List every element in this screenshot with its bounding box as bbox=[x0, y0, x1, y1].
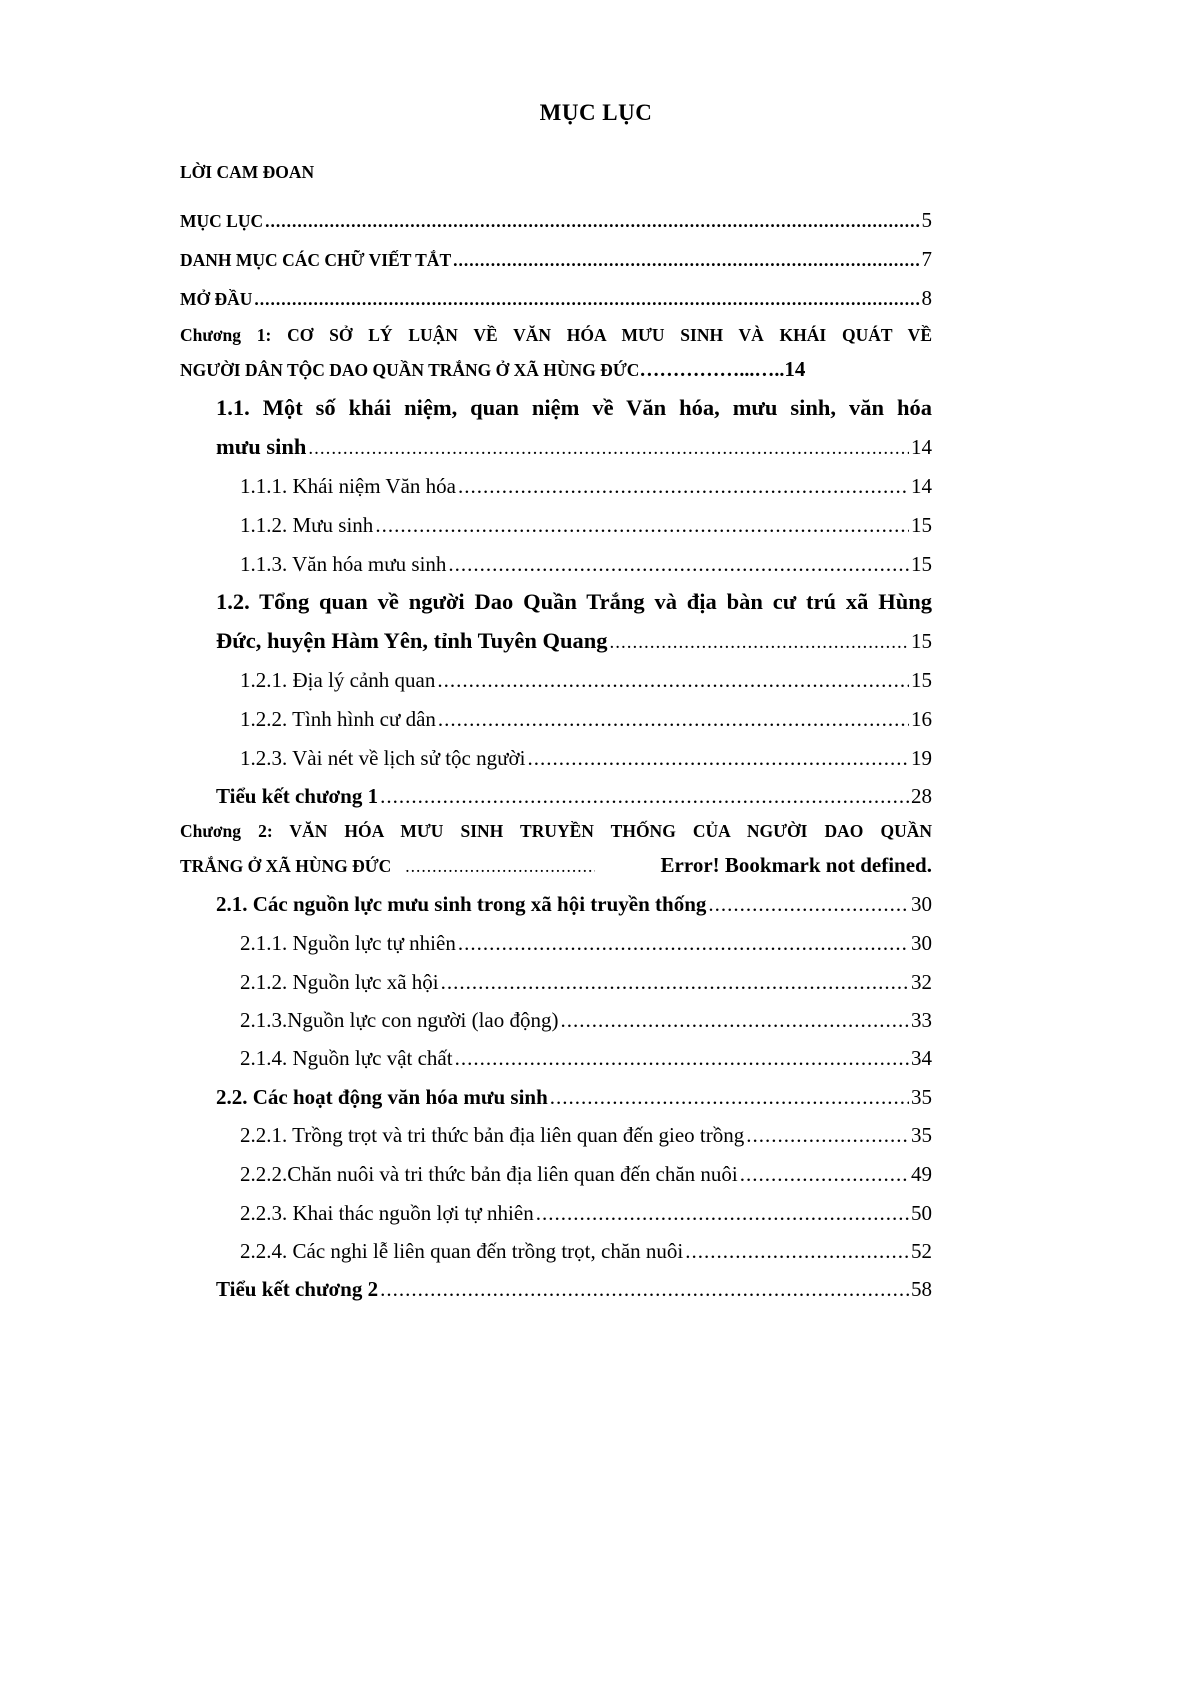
toc-entry-chuong-2-line2[interactable] bbox=[180, 846, 932, 884]
toc-page-number: 32 bbox=[911, 970, 932, 994]
dot-leader bbox=[610, 624, 909, 662]
toc-entry-loi-cam-doan[interactable] bbox=[180, 153, 932, 191]
toc-page-number: 5 bbox=[921, 208, 932, 232]
dot-leader bbox=[405, 847, 595, 885]
toc-entry-2-2-3[interactable] bbox=[240, 1194, 932, 1232]
toc-page-number: 14 bbox=[784, 357, 806, 381]
toc-entry-label: mưu sinh bbox=[216, 434, 307, 459]
toc-entry-label: 2.2.1. Trồng trọt và tri thức bản địa liên quan đến gieo trồng bbox=[240, 1123, 745, 1147]
toc-page-number: 50 bbox=[911, 1201, 932, 1225]
dot-leader bbox=[746, 1116, 909, 1154]
dot-leader bbox=[380, 1270, 909, 1308]
toc-page-number: 14 bbox=[911, 435, 932, 459]
dot-leader bbox=[708, 885, 909, 923]
toc-entry-label: 2.1.1. Nguồn lực tự nhiên bbox=[240, 931, 456, 955]
dot-leader bbox=[254, 280, 919, 318]
toc-entry-label: DANH MỤC CÁC CHỮ VIẾT TẮT bbox=[180, 250, 452, 270]
toc-page-number: 14 bbox=[911, 474, 932, 498]
toc-entry-2-2-2[interactable] bbox=[240, 1155, 932, 1193]
dot-leader bbox=[453, 241, 919, 279]
toc-page-number: 28 bbox=[911, 784, 932, 808]
toc-entry-1-2-1[interactable] bbox=[240, 661, 932, 699]
toc-entry-2-2-1[interactable] bbox=[240, 1116, 932, 1154]
dot-leader bbox=[438, 700, 909, 738]
dot-leader bbox=[375, 506, 909, 544]
toc-page-number: 8 bbox=[921, 286, 932, 310]
dot-leader bbox=[458, 924, 909, 962]
toc-entry-label: 2.2.2.Chăn nuôi và tri thức bản địa liên quan đến chăn nuôi bbox=[240, 1162, 738, 1186]
toc-entry-chuong-1-line2[interactable] bbox=[180, 350, 932, 388]
toc-entry-label: 2.1.2. Nguồn lực xã hội bbox=[240, 970, 439, 994]
toc-page-number: 19 bbox=[911, 746, 932, 770]
toc-page-number: 15 bbox=[911, 552, 932, 576]
error-bookmark-text: Error! Bookmark not defined. bbox=[660, 853, 932, 877]
toc-entry-tieu-ket-1[interactable] bbox=[216, 777, 932, 815]
toc-entry-label: MỞ ĐẦU bbox=[180, 289, 253, 309]
toc-entry-label: 1.2.2. Tình hình cư dân bbox=[240, 707, 436, 731]
toc-page-number: 52 bbox=[911, 1239, 932, 1263]
toc-entry-1-1-line1[interactable]: 1.1. Một số khái niệm, quan niệm về Văn hóa, mưu sinh, văn hóa bbox=[216, 395, 932, 420]
toc-entry-label: 2.1.3.Nguồn lực con người (lao động) bbox=[240, 1008, 559, 1032]
toc-entry-label: TRẮNG Ở XÃ HÙNG ĐỨC bbox=[180, 856, 392, 876]
toc-entry-label: 2.1.4. Nguồn lực vật chất bbox=[240, 1046, 453, 1070]
toc-entry-label: 1.2.3. Vài nét về lịch sử tộc người bbox=[240, 746, 526, 770]
toc-page-number: 16 bbox=[911, 707, 932, 731]
toc-entry-1-1-line2[interactable] bbox=[216, 428, 932, 466]
toc-entry-label: 2.2. Các hoạt động văn hóa mưu sinh bbox=[216, 1085, 548, 1109]
toc-entry-label: Đức, huyện Hàm Yên, tỉnh Tuyên Quang bbox=[216, 628, 608, 653]
toc-entry-label: 2.1. Các nguồn lực mưu sinh trong xã hội truyền thống bbox=[216, 892, 707, 916]
toc-page-number: 35 bbox=[911, 1123, 932, 1147]
dot-leader bbox=[740, 1155, 909, 1193]
toc-entry-2-1-2[interactable] bbox=[240, 963, 932, 1001]
toc-entry-1-2-line1[interactable]: 1.2. Tổng quan về người Dao Quần Trắng và địa bàn cư trú xã Hùng bbox=[216, 589, 932, 614]
toc-entry-label: NGƯỜI DÂN TỘC DAO QUẦN TRẮNG Ở XÃ HÙNG ĐỨC bbox=[180, 360, 640, 380]
toc-entry-label: 1.1.2. Mưu sinh bbox=[240, 513, 374, 537]
toc-entry-label: 2.2.4. Các nghi lễ liên quan đến trồng trọt, chăn nuôi bbox=[240, 1239, 684, 1263]
toc-entry-chuong-2-line1[interactable]: Chương 2: VĂN HÓA MƯU SINH TRUYỀN THỐNG CỦA NGƯỜI DAO QUẦN bbox=[180, 821, 932, 841]
toc-page-number: 49 bbox=[911, 1162, 932, 1186]
dot-leader: ……………...….. bbox=[639, 359, 785, 381]
toc-page-number: 15 bbox=[911, 629, 932, 653]
toc-entry-2-1[interactable] bbox=[216, 885, 932, 923]
toc-entry-2-1-4[interactable] bbox=[240, 1039, 932, 1077]
dot-leader bbox=[441, 963, 909, 1001]
toc-page-number: 30 bbox=[911, 892, 932, 916]
toc-page-number: 30 bbox=[911, 931, 932, 955]
toc-page-number: 35 bbox=[911, 1085, 932, 1109]
dot-leader bbox=[437, 661, 909, 699]
toc-page-number: 33 bbox=[911, 1008, 932, 1032]
toc-entry-1-1-1[interactable] bbox=[240, 467, 932, 505]
toc-entry-1-1-3[interactable] bbox=[240, 545, 932, 583]
toc-entry-2-1-1[interactable] bbox=[240, 924, 932, 962]
toc-entry-2-1-3[interactable] bbox=[240, 1001, 932, 1039]
toc-entry-1-2-2[interactable] bbox=[240, 700, 932, 738]
toc-entry-muc-luc[interactable] bbox=[180, 201, 932, 239]
dot-leader bbox=[448, 545, 909, 583]
toc-entry-1-2-line2[interactable] bbox=[216, 622, 932, 660]
dot-leader bbox=[536, 1194, 909, 1232]
toc-entry-1-2-3[interactable] bbox=[240, 739, 932, 777]
toc-entry-2-2[interactable] bbox=[216, 1078, 932, 1116]
toc-page-number: 15 bbox=[911, 513, 932, 537]
dot-leader bbox=[380, 777, 909, 815]
dot-leader bbox=[561, 1001, 910, 1039]
toc-entry-tieu-ket-2[interactable] bbox=[216, 1270, 932, 1308]
dot-leader bbox=[550, 1078, 909, 1116]
dot-leader bbox=[455, 1039, 909, 1077]
toc-entry-label: Tiểu kết chương 1 bbox=[216, 784, 379, 808]
toc-entry-label: 1.1.1. Khái niệm Văn hóa bbox=[240, 474, 456, 498]
toc-entry-label: MỤC LỤC bbox=[180, 211, 264, 231]
toc-entry-2-2-4[interactable] bbox=[240, 1232, 932, 1270]
toc-page-number: 58 bbox=[911, 1277, 932, 1301]
toc-entry-label: LỜI CAM ĐOAN bbox=[180, 162, 315, 182]
dot-leader bbox=[527, 739, 909, 777]
toc-entry-label: Tiểu kết chương 2 bbox=[216, 1277, 379, 1301]
toc-entry-mo-dau[interactable] bbox=[180, 279, 932, 317]
toc-entry-label: 1.1.3. Văn hóa mưu sinh bbox=[240, 552, 447, 576]
page-title: MỤC LỤC bbox=[539, 100, 653, 125]
toc-page-number: 34 bbox=[911, 1046, 932, 1070]
toc-page-number: 7 bbox=[921, 247, 932, 271]
toc-page-number: 15 bbox=[911, 668, 932, 692]
toc-entry-label: 2.2.3. Khai thác nguồn lợi tự nhiên bbox=[240, 1201, 534, 1225]
dot-leader bbox=[265, 202, 919, 240]
dot-leader bbox=[685, 1232, 909, 1270]
dot-leader bbox=[308, 430, 909, 468]
toc-entry-label: 1.2.1. Địa lý cảnh quan bbox=[240, 668, 436, 692]
toc-entry-danh-muc[interactable] bbox=[180, 240, 932, 278]
toc-entry-chuong-1-line1[interactable]: Chương 1: CƠ SỞ LÝ LUẬN VỀ VĂN HÓA MƯU SINH VÀ KHÁI QUÁT VỀ bbox=[180, 325, 932, 345]
dot-leader bbox=[458, 467, 909, 505]
toc-entry-1-1-2[interactable] bbox=[240, 506, 932, 544]
